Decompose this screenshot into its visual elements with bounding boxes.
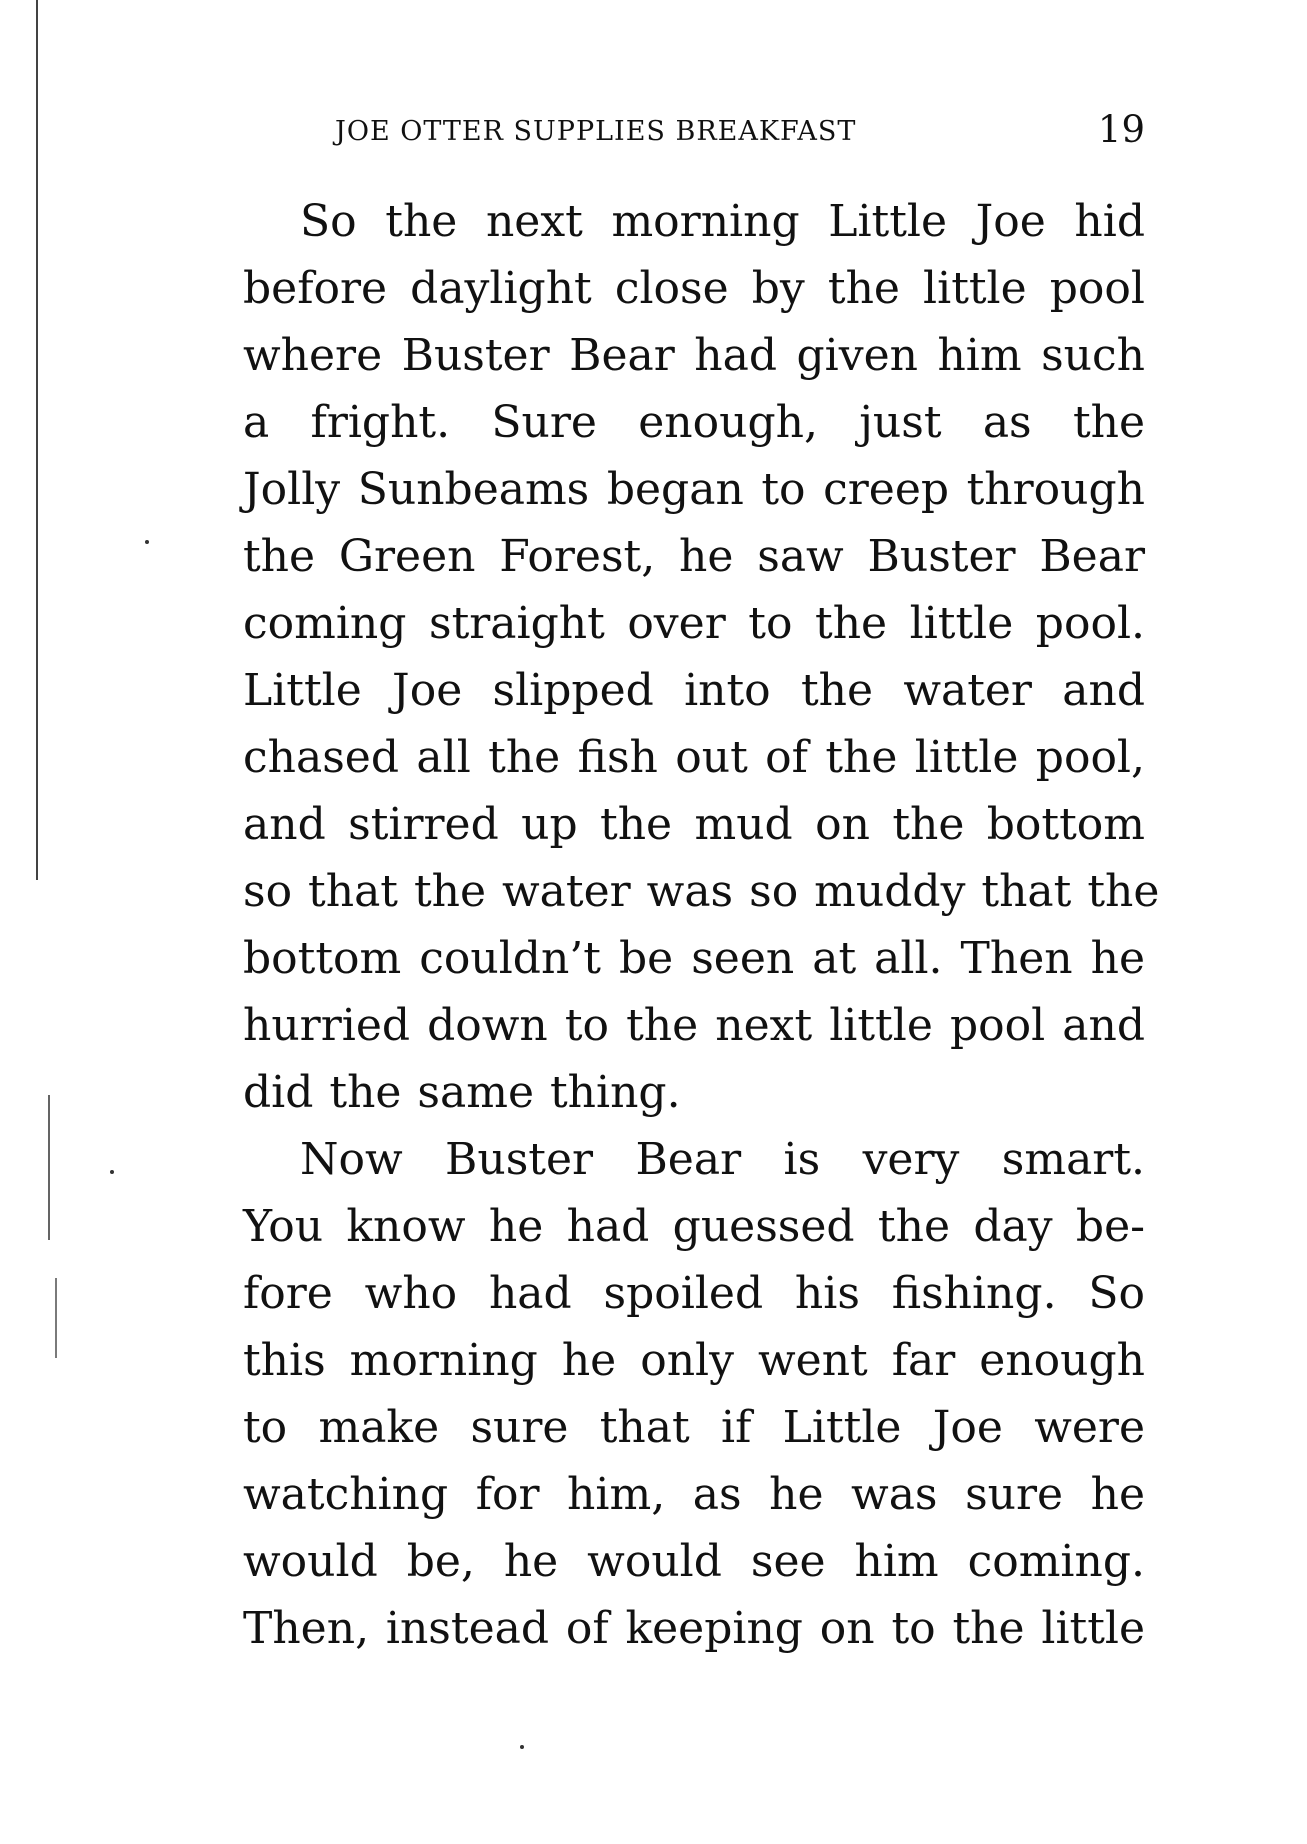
text-line: a fright. Sure enough, just as the bbox=[243, 397, 1145, 448]
text-line: You know he had guessed the day be- bbox=[243, 1201, 1145, 1252]
scan-speck bbox=[520, 1745, 524, 1749]
scan-gutter-shadow bbox=[55, 1278, 57, 1358]
text-line: the Green Forest, he saw Buster Bear bbox=[243, 531, 1145, 582]
text-line: Jolly Sunbeams began to creep through bbox=[243, 464, 1145, 515]
text-line: bottom couldn’t be seen at all. Then he bbox=[243, 933, 1145, 984]
text-line: chased all the fish out of the little pool, bbox=[243, 732, 1145, 783]
body-text bbox=[243, 188, 1160, 1662]
text-line: this morning he only went far enough bbox=[243, 1335, 1145, 1386]
text-line: Little Joe slipped into the water and bbox=[243, 665, 1145, 716]
paragraph-2 bbox=[243, 1126, 1145, 1662]
text-line: before daylight close by the little pool bbox=[243, 263, 1145, 314]
text-line: watching for him, as he was sure he bbox=[243, 1469, 1145, 1520]
scan-speck bbox=[145, 540, 149, 544]
text-line: so that the water was so muddy that the bbox=[243, 866, 1160, 917]
scan-gutter-shadow bbox=[48, 1095, 50, 1240]
text-line: hurried down to the next little pool and bbox=[243, 1000, 1145, 1051]
page-number: 19 bbox=[1097, 108, 1145, 151]
text-line: where Buster Bear had given him such bbox=[243, 330, 1145, 381]
scan-gutter-shadow bbox=[36, 0, 38, 880]
text-line: and stirred up the mud on the bottom bbox=[243, 799, 1145, 850]
scan-speck bbox=[110, 1170, 114, 1174]
text-line: Then, instead of keeping on to the little bbox=[243, 1603, 1145, 1654]
text-line: Now Buster Bear is very smart. bbox=[300, 1134, 1145, 1185]
text-line: did the same thing. bbox=[243, 1067, 681, 1118]
text-line: fore who had spoiled his fishing. So bbox=[243, 1268, 1145, 1319]
text-line: coming straight over to the little pool. bbox=[243, 598, 1145, 649]
text-line: So the next morning Little Joe hid bbox=[300, 196, 1145, 247]
running-head bbox=[335, 108, 1145, 152]
running-title: JOE OTTER SUPPLIES BREAKFAST bbox=[335, 116, 857, 147]
text-line: would be, he would see him coming. bbox=[243, 1536, 1145, 1587]
text-line: to make sure that if Little Joe were bbox=[243, 1402, 1145, 1453]
paragraph-1 bbox=[243, 188, 1160, 1126]
